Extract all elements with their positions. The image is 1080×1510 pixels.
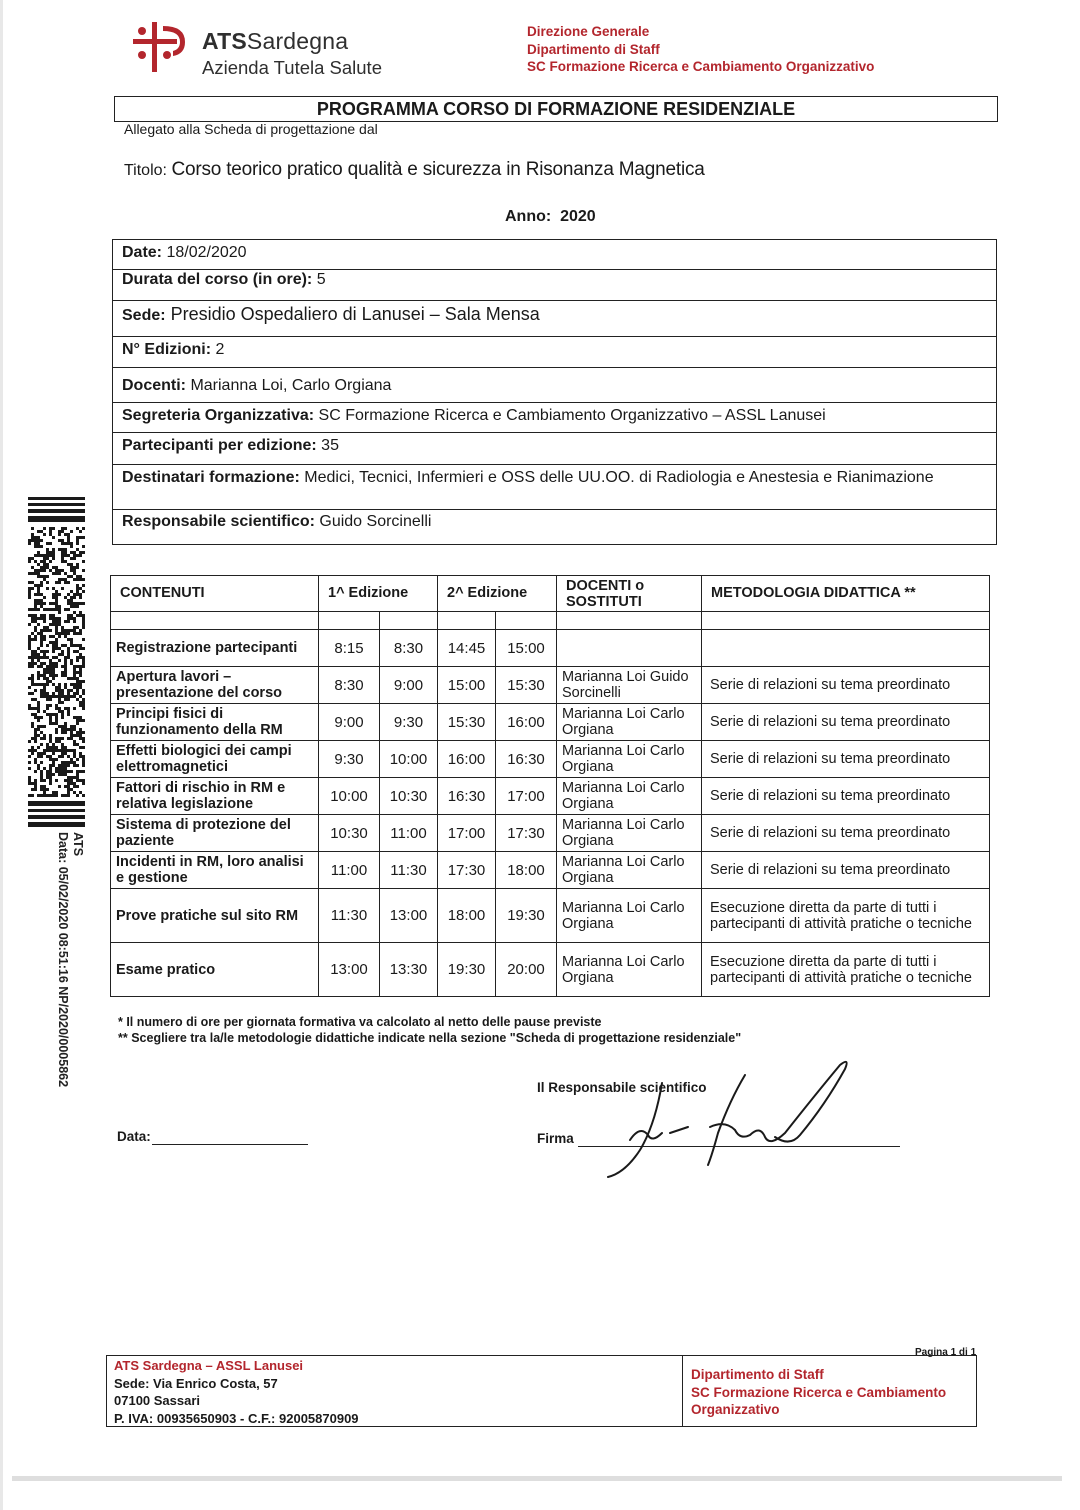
anno-value: 2020 bbox=[560, 208, 596, 225]
table-row bbox=[111, 943, 990, 997]
time-cell: 20:00 bbox=[496, 943, 557, 997]
metodologia-cell: Serie di relazioni su tema preordinato bbox=[702, 667, 990, 704]
info-value: Medici, Tecnici, Infermieri e OSS delle UU.OO. di Radiologia e Anestesia e Rianimazione bbox=[299, 469, 934, 486]
brand-subtitle: Azienda Tutela Salute bbox=[202, 57, 382, 78]
spacer-cell bbox=[496, 612, 557, 630]
info-label: Durata del corso (in ore): bbox=[122, 271, 313, 288]
table-row bbox=[111, 778, 990, 815]
time-cell: 9:00 bbox=[319, 704, 380, 741]
course-info-box bbox=[112, 239, 997, 545]
handwritten-signature bbox=[600, 1055, 860, 1180]
time-cell: 11:00 bbox=[380, 815, 438, 852]
footer-address bbox=[114, 1357, 359, 1427]
time-cell: 13:00 bbox=[319, 943, 380, 997]
footer-line: ATS Sardegna – ASSL Lanusei bbox=[114, 1358, 304, 1373]
footer-box bbox=[106, 1355, 977, 1427]
time-cell: 16:00 bbox=[496, 704, 557, 741]
table-row bbox=[111, 667, 990, 704]
program-table bbox=[110, 575, 990, 997]
docenti-cell: Marianna Loi Guido Sorcinelli bbox=[557, 667, 702, 704]
time-cell: 15:30 bbox=[496, 667, 557, 704]
table-row bbox=[111, 630, 990, 667]
time-cell: 11:00 bbox=[319, 852, 380, 889]
metodologia-cell bbox=[702, 630, 990, 667]
time-cell: 15:00 bbox=[496, 630, 557, 667]
responsabile-label: Il Responsabile scientifico bbox=[537, 1080, 707, 1095]
contenuto-cell: Apertura lavori – presentazione del corso bbox=[111, 667, 319, 704]
page-edge bbox=[0, 0, 3, 1510]
info-value: SC Formazione Ricerca e Cambiamento Organizzativo – ASSL Lanusei bbox=[314, 407, 826, 424]
table-row bbox=[111, 741, 990, 778]
brand-name-bold: ATS bbox=[202, 28, 247, 54]
info-label: Destinatari formazione: bbox=[122, 469, 300, 486]
table-row bbox=[111, 815, 990, 852]
metodologia-cell: Serie di relazioni su tema preordinato bbox=[702, 815, 990, 852]
contenuto-cell: Effetti biologici dei campi elettromagnetici bbox=[111, 741, 319, 778]
header-metodologia: METODOLOGIA DIDATTICA ** bbox=[702, 576, 990, 612]
metodologia-cell: Esecuzione diretta da parte di tutti i partecipanti di attività pratiche o tecniche bbox=[702, 889, 990, 943]
info-label: Date: bbox=[122, 244, 163, 261]
info-label: Responsabile scientifico: bbox=[122, 513, 315, 530]
time-cell: 10:00 bbox=[319, 778, 380, 815]
data-line bbox=[152, 1144, 308, 1145]
time-cell: 15:00 bbox=[438, 667, 496, 704]
info-label: Sede: bbox=[122, 307, 166, 324]
info-row bbox=[113, 403, 996, 433]
info-row bbox=[113, 465, 996, 510]
docenti-cell: Marianna Loi Carlo Orgiana bbox=[557, 889, 702, 943]
table-row bbox=[111, 852, 990, 889]
metodologia-cell: Esecuzione diretta da parte di tutti i partecipanti di attività pratiche o tecniche bbox=[702, 943, 990, 997]
spacer-cell bbox=[702, 612, 990, 630]
time-cell: 17:30 bbox=[438, 852, 496, 889]
info-row bbox=[113, 270, 996, 301]
info-row bbox=[113, 240, 996, 270]
time-cell: 17:00 bbox=[496, 778, 557, 815]
data-label: Data: bbox=[117, 1129, 151, 1144]
allegato-text: Allegato alla Scheda di progettazione dal bbox=[124, 121, 378, 137]
docenti-cell: Marianna Loi Carlo Orgiana bbox=[557, 778, 702, 815]
protocol-stamp bbox=[55, 832, 85, 1087]
contenuto-cell: Prove pratiche sul sito RM bbox=[111, 889, 319, 943]
firma-label: Firma bbox=[537, 1131, 574, 1146]
ats-logo-icon bbox=[133, 22, 191, 74]
info-value: 2 bbox=[211, 341, 225, 358]
time-cell: 16:30 bbox=[496, 741, 557, 778]
time-cell: 13:00 bbox=[380, 889, 438, 943]
time-cell: 8:30 bbox=[319, 667, 380, 704]
spacer-cell bbox=[557, 612, 702, 630]
contenuto-cell: Fattori di rischio in RM e relativa legislazione bbox=[111, 778, 319, 815]
stamp-line: ATS bbox=[71, 832, 85, 857]
brand-name-rest: Sardegna bbox=[246, 28, 349, 54]
department-block bbox=[527, 23, 874, 76]
stamp-line: Data: 05/02/2020 08:51:16 NP/2020/0005862 bbox=[56, 832, 70, 1088]
time-cell: 10:00 bbox=[380, 741, 438, 778]
footer-line: Dipartimento di Staff bbox=[691, 1367, 824, 1382]
info-label: Partecipanti per edizione: bbox=[122, 437, 317, 454]
info-label: Docenti: bbox=[122, 377, 186, 394]
info-value: 18/02/2020 bbox=[162, 244, 247, 261]
document-title: PROGRAMMA CORSO DI FORMAZIONE RESIDENZIALE bbox=[114, 96, 998, 122]
anno bbox=[505, 208, 596, 226]
footer-department bbox=[691, 1366, 946, 1419]
time-cell: 19:30 bbox=[438, 943, 496, 997]
footer-line: Organizzativo bbox=[691, 1402, 780, 1417]
header-docenti: DOCENTI o SOSTITUTI bbox=[557, 576, 702, 612]
contenuto-cell: Principi fisici di funzionamento della RM bbox=[111, 704, 319, 741]
header-edizione-1: 1^ Edizione bbox=[319, 576, 438, 612]
docenti-cell: Marianna Loi Carlo Orgiana bbox=[557, 741, 702, 778]
info-row bbox=[113, 368, 996, 403]
page-bottom-edge bbox=[12, 1476, 1062, 1481]
contenuto-cell: Sistema di protezione del paziente bbox=[111, 815, 319, 852]
footer-line: 07100 Sassari bbox=[114, 1393, 201, 1408]
time-cell: 16:30 bbox=[438, 778, 496, 815]
info-label: N° Edizioni: bbox=[122, 341, 212, 358]
docenti-cell bbox=[557, 630, 702, 667]
time-cell: 17:00 bbox=[438, 815, 496, 852]
course-title bbox=[124, 159, 705, 181]
time-cell: 10:30 bbox=[380, 778, 438, 815]
time-cell: 14:45 bbox=[438, 630, 496, 667]
protocol-barcode-icon bbox=[28, 497, 85, 827]
metodologia-cell: Serie di relazioni su tema preordinato bbox=[702, 778, 990, 815]
info-row bbox=[113, 433, 996, 465]
time-cell: 8:15 bbox=[319, 630, 380, 667]
titolo-value: Corso teorico pratico qualità e sicurezza in Risonanza Magnetica bbox=[171, 159, 705, 180]
info-value: Marianna Loi, Carlo Orgiana bbox=[186, 377, 392, 394]
time-cell: 18:00 bbox=[496, 852, 557, 889]
footer-divider bbox=[682, 1356, 683, 1426]
footnote: ** Scegliere tra la/le metodologie didattiche indicate nella sezione "Scheda di progettazione residenziale" bbox=[118, 1031, 742, 1045]
time-cell: 19:30 bbox=[496, 889, 557, 943]
info-value: 35 bbox=[316, 437, 339, 454]
contenuto-cell: Esame pratico bbox=[111, 943, 319, 997]
program-body bbox=[111, 630, 990, 997]
table-row bbox=[111, 889, 990, 943]
table-spacer-row bbox=[111, 612, 990, 630]
time-cell: 11:30 bbox=[380, 852, 438, 889]
docenti-cell: Marianna Loi Carlo Orgiana bbox=[557, 943, 702, 997]
table-header-row bbox=[111, 576, 990, 612]
info-value: Presidio Ospedaliero di Lanusei – Sala Mensa bbox=[165, 304, 540, 324]
dept-line: Dipartimento di Staff bbox=[527, 41, 660, 57]
time-cell: 9:30 bbox=[380, 704, 438, 741]
dept-line: SC Formazione Ricerca e Cambiamento Organizzativo bbox=[527, 59, 875, 74]
spacer-cell bbox=[111, 612, 319, 630]
time-cell: 15:30 bbox=[438, 704, 496, 741]
info-value: Guido Sorcinelli bbox=[314, 513, 432, 530]
docenti-cell: Marianna Loi Carlo Orgiana bbox=[557, 852, 702, 889]
info-row bbox=[113, 301, 996, 337]
footnotes bbox=[118, 1014, 741, 1046]
titolo-label: Titolo: bbox=[124, 162, 167, 179]
time-cell: 9:30 bbox=[319, 741, 380, 778]
info-label: Segreteria Organizzativa: bbox=[122, 407, 315, 424]
docenti-cell: Marianna Loi Carlo Orgiana bbox=[557, 704, 702, 741]
contenuto-cell: Registrazione partecipanti bbox=[111, 630, 319, 667]
docenti-cell: Marianna Loi Carlo Orgiana bbox=[557, 815, 702, 852]
time-cell: 16:00 bbox=[438, 741, 496, 778]
spacer-cell bbox=[319, 612, 380, 630]
time-cell: 11:30 bbox=[319, 889, 380, 943]
contenuto-cell: Incidenti in RM, loro analisi e gestione bbox=[111, 852, 319, 889]
page-number: Pagina 1 di 1 bbox=[915, 1347, 977, 1358]
time-cell: 13:30 bbox=[380, 943, 438, 997]
time-cell: 17:30 bbox=[496, 815, 557, 852]
metodologia-cell: Serie di relazioni su tema preordinato bbox=[702, 704, 990, 741]
spacer-cell bbox=[380, 612, 438, 630]
footnote: * Il numero di ore per giornata formativa va calcolato al netto delle pause previste bbox=[118, 1015, 602, 1029]
time-cell: 18:00 bbox=[438, 889, 496, 943]
spacer-cell bbox=[438, 612, 496, 630]
time-cell: 9:00 bbox=[380, 667, 438, 704]
footer-line: SC Formazione Ricerca e Cambiamento bbox=[691, 1384, 947, 1400]
brand-name bbox=[202, 28, 348, 55]
header-contenuti: CONTENUTI bbox=[111, 576, 319, 612]
anno-label: Anno: bbox=[505, 208, 552, 225]
time-cell: 10:30 bbox=[319, 815, 380, 852]
info-value: 5 bbox=[312, 271, 326, 288]
header-edizione-2: 2^ Edizione bbox=[438, 576, 557, 612]
info-row bbox=[113, 510, 996, 544]
dept-line: Direzione Generale bbox=[527, 24, 650, 39]
time-cell: 8:30 bbox=[380, 630, 438, 667]
metodologia-cell: Serie di relazioni su tema preordinato bbox=[702, 852, 990, 889]
metodologia-cell: Serie di relazioni su tema preordinato bbox=[702, 741, 990, 778]
footer-line: P. IVA: 00935650903 - C.F.: 92005870909 bbox=[114, 1410, 359, 1426]
table-row bbox=[111, 704, 990, 741]
info-row bbox=[113, 337, 996, 368]
footer-line: Sede: Via Enrico Costa, 57 bbox=[114, 1375, 278, 1391]
